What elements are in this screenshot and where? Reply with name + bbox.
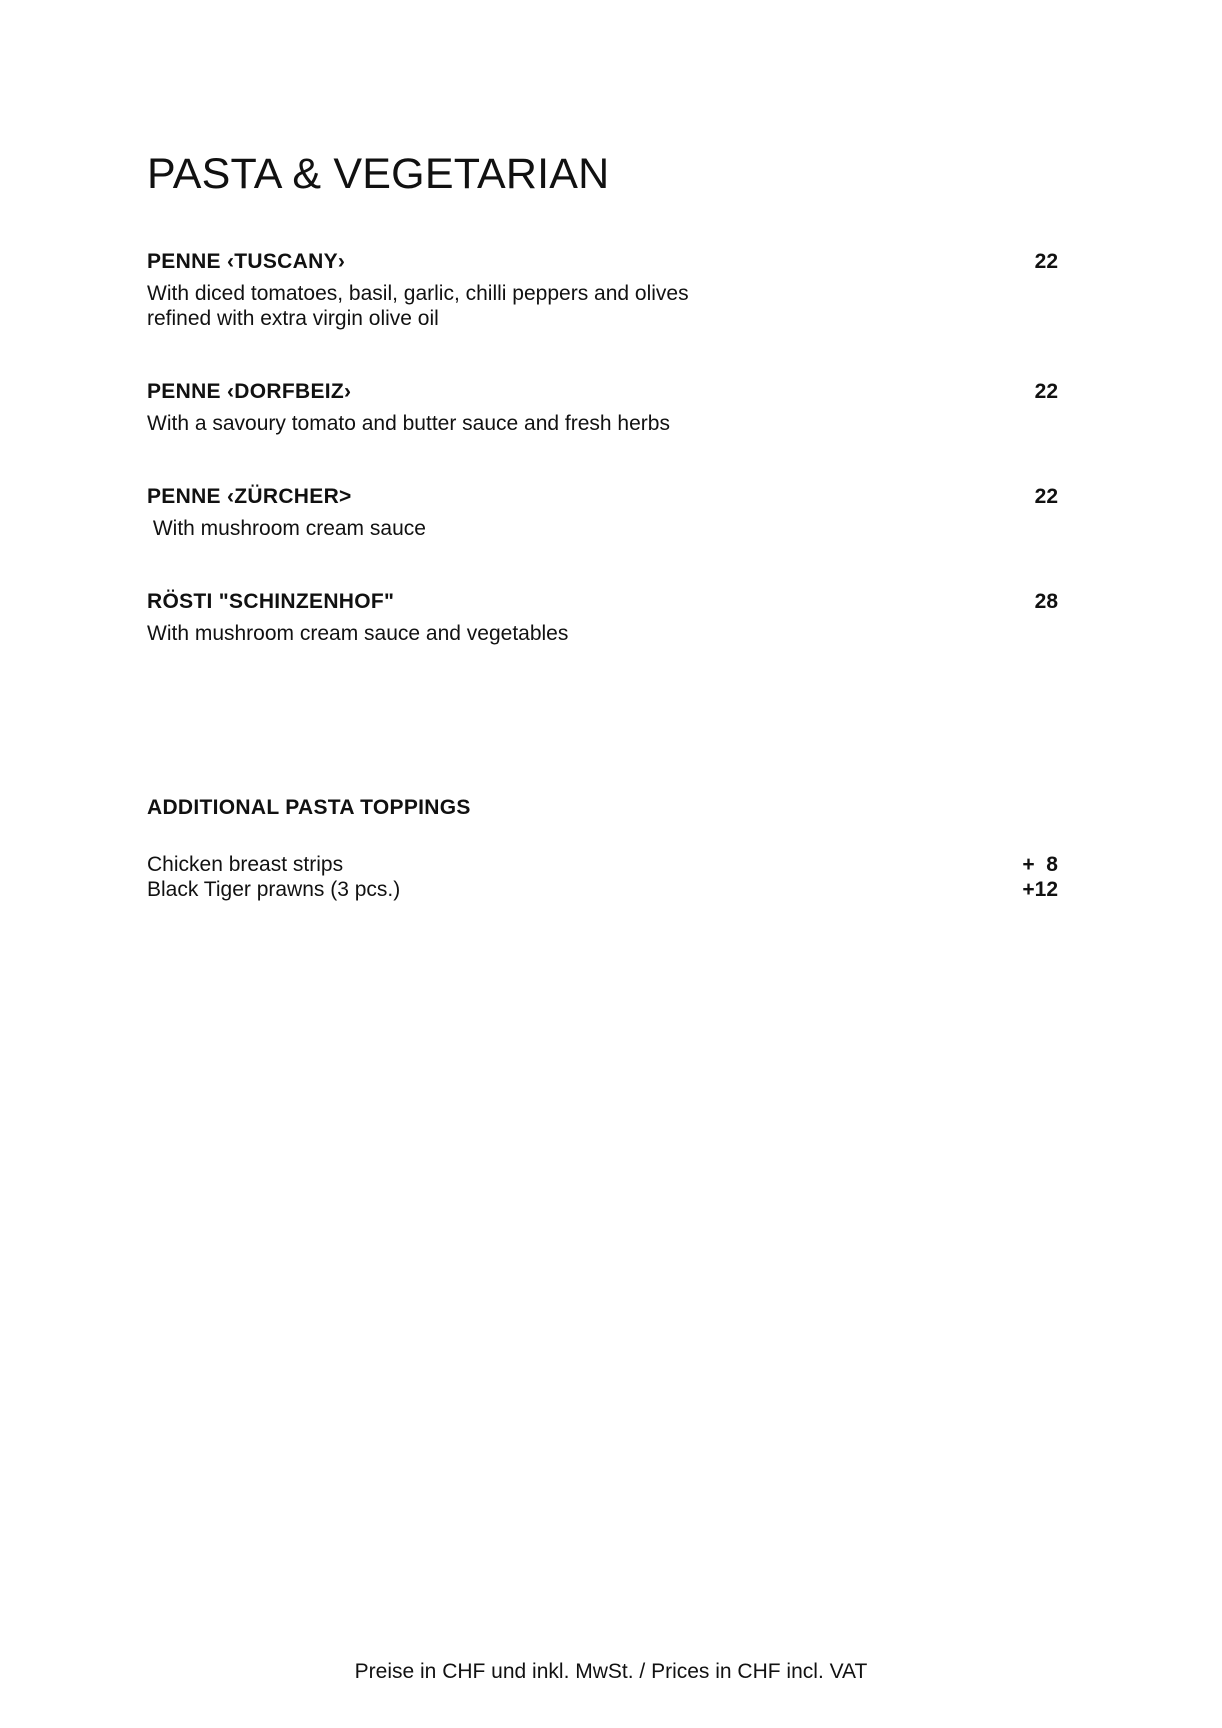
menu-item-penne-tuscany [147, 250, 1058, 331]
menu-item-name: PENNE ‹ZÜRCHER> [147, 485, 352, 508]
menu-item-name: PENNE ‹DORFBEIZ› [147, 380, 352, 403]
list-item [147, 878, 1058, 903]
menu-item-description: With mushroom cream sauce [147, 517, 426, 540]
menu-item-header [147, 380, 1058, 410]
topping-label: Chicken breast strips [147, 853, 344, 876]
menu-item-description: With a savoury tomato and butter sauce and fresh herbs [147, 412, 670, 435]
menu-item-penne-dorfbeiz [147, 380, 1058, 436]
toppings-list [147, 853, 1058, 903]
menu-item-header [147, 485, 1058, 515]
menu-item-roesti-schinzenhof [147, 590, 1058, 646]
menu-item-header [147, 590, 1058, 620]
menu-item-description: With diced tomatoes, basil, garlic, chilli peppers and olives refined with extra virgin olive oil [147, 282, 689, 330]
topping-price: +12 [1022, 878, 1058, 901]
topping-label: Black Tiger prawns (3 pcs.) [147, 878, 401, 901]
menu-item-header [147, 250, 1058, 280]
menu-item-price: 28 [1034, 590, 1058, 613]
price-footnote: Preise in CHF und inkl. MwSt. / Prices in CHF incl. VAT [354, 1660, 868, 1683]
menu-item-name: RÖSTI "SCHINZENHOF" [147, 590, 395, 613]
menu-item-description: With mushroom cream sauce and vegetables [147, 622, 569, 645]
menu-item-price: 22 [1034, 485, 1058, 508]
topping-price: + 8 [1022, 853, 1058, 876]
list-item [147, 853, 1058, 878]
menu-item-name: PENNE ‹TUSCANY› [147, 250, 346, 273]
toppings-heading: ADDITIONAL PASTA TOPPINGS [147, 796, 471, 819]
menu-item-price: 22 [1034, 380, 1058, 403]
page-title: PASTA & VEGETARIAN [147, 150, 610, 198]
menu-item-penne-zuercher [147, 485, 1058, 541]
menu-item-price: 22 [1034, 250, 1058, 273]
